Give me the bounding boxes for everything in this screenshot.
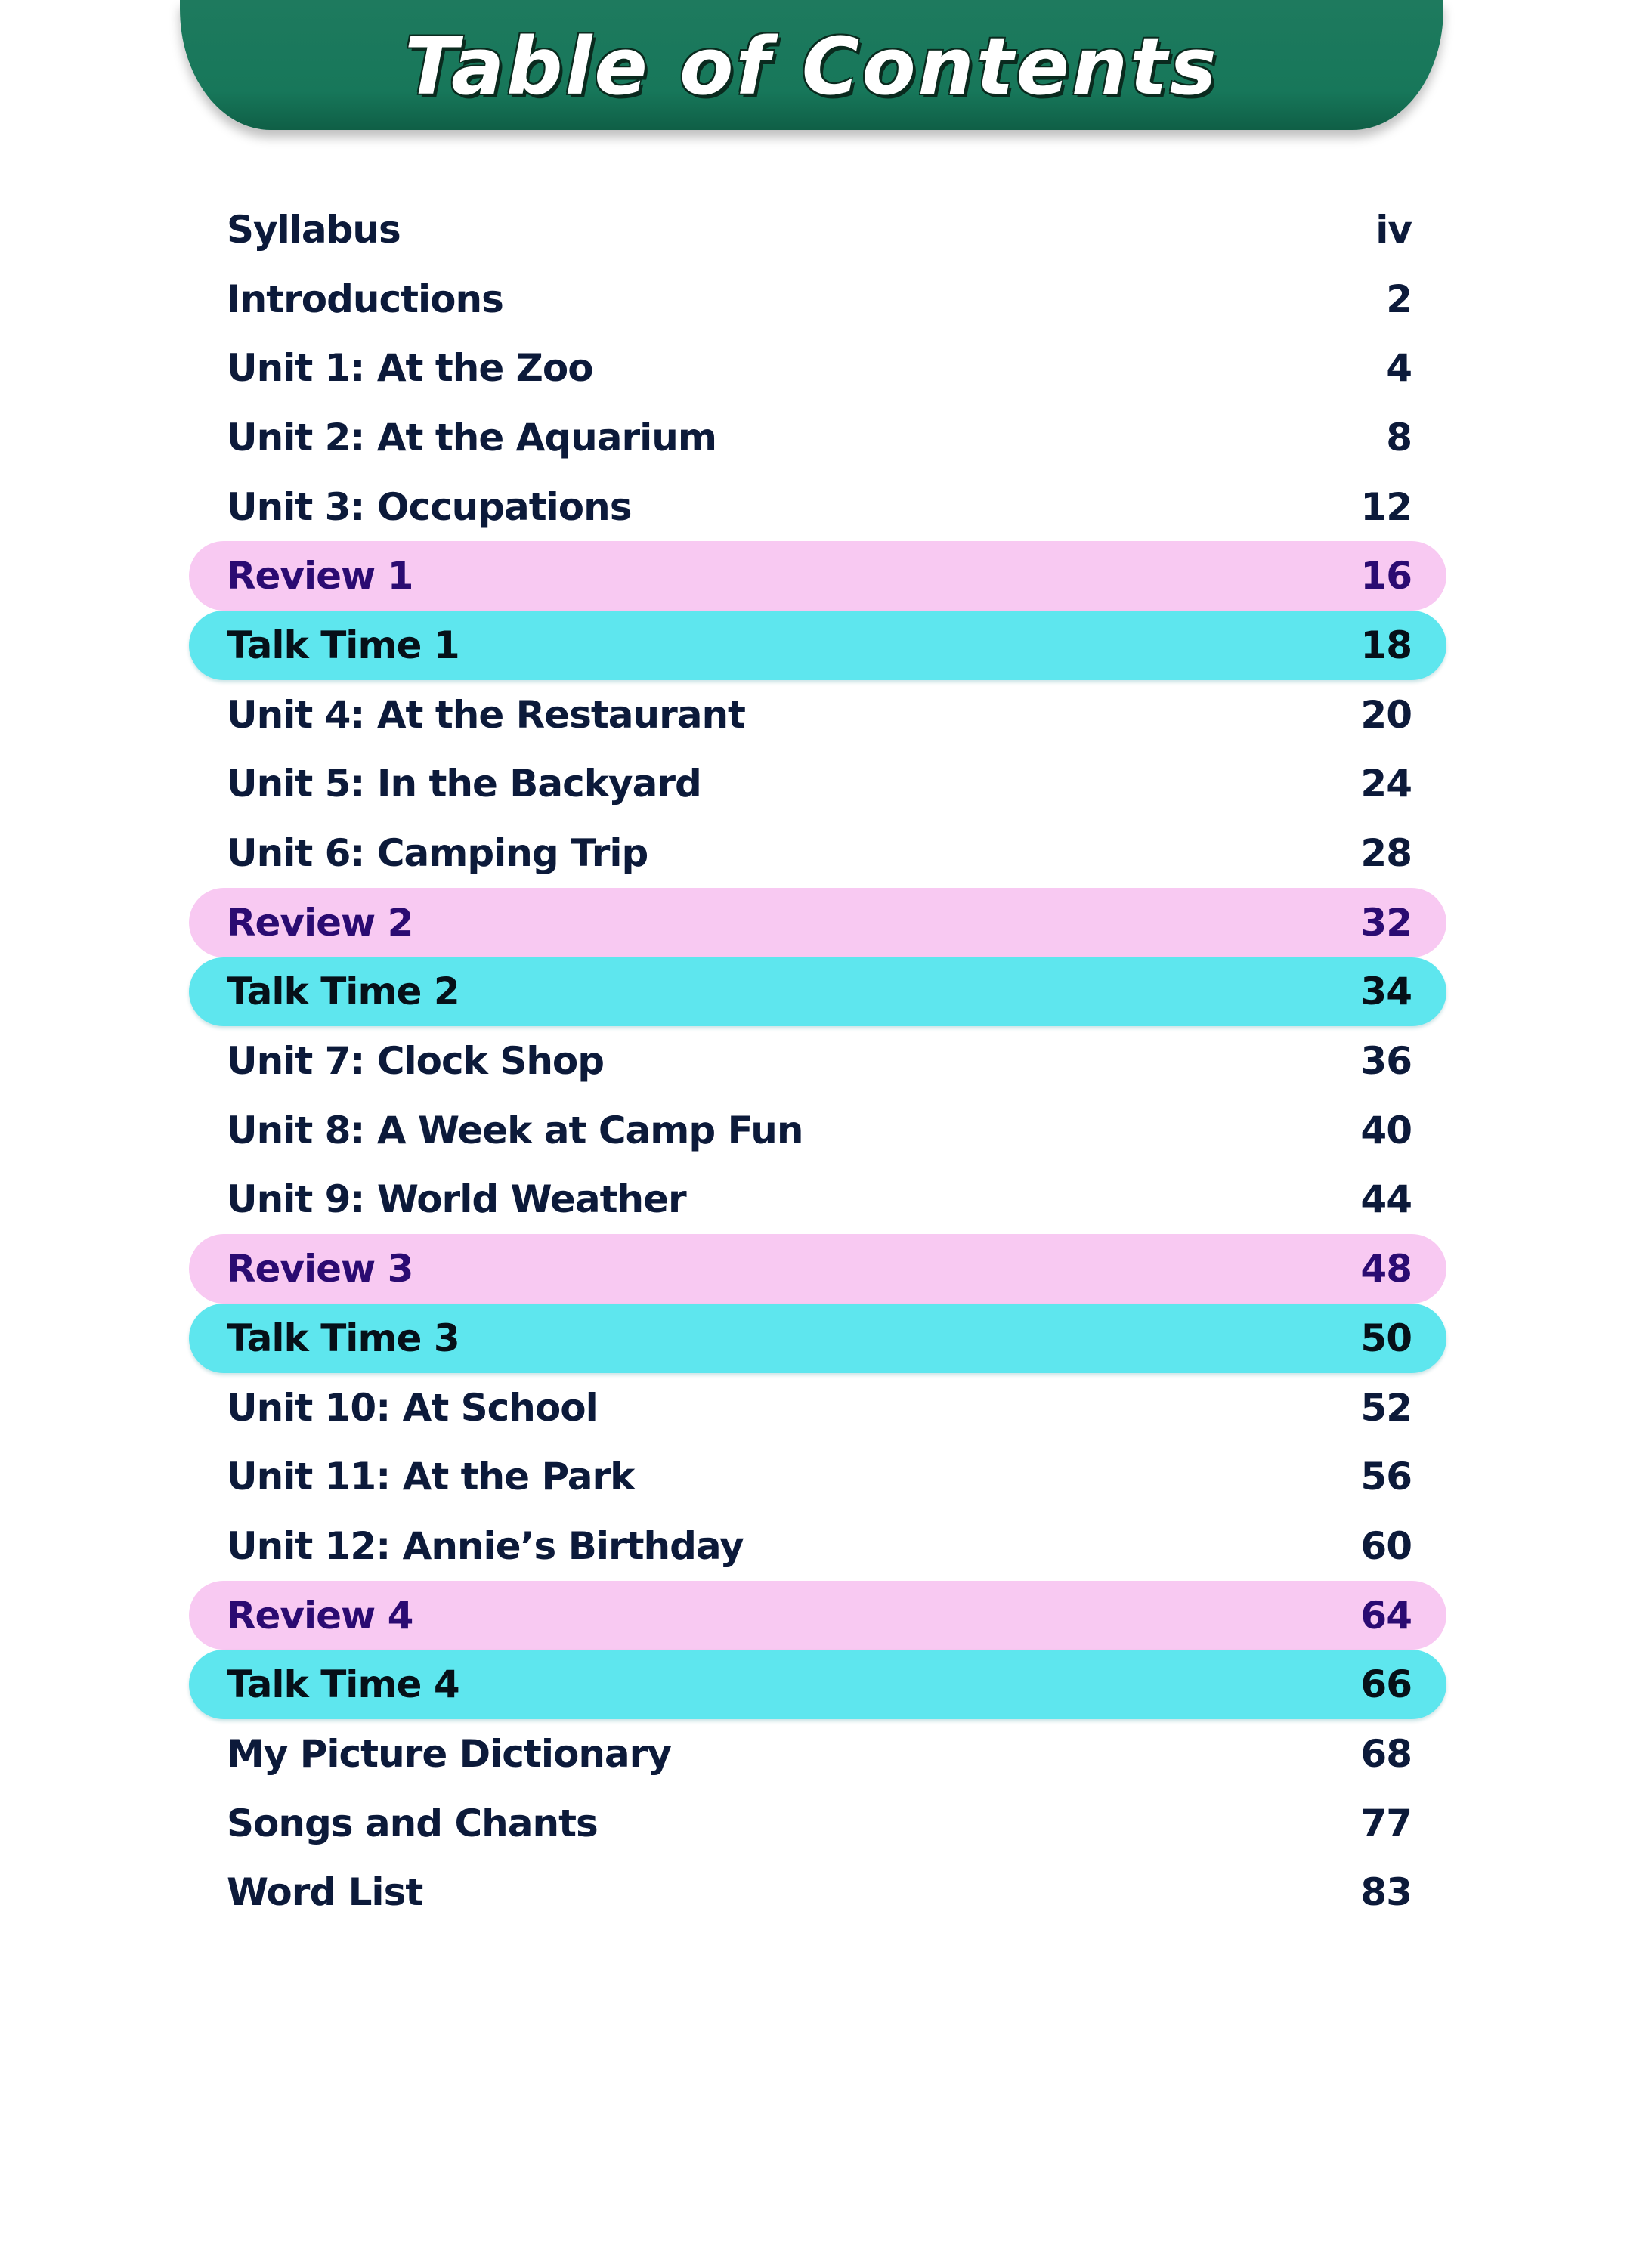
toc-entry-page: 83: [1360, 1870, 1412, 1915]
toc-entry[interactable]: [189, 1581, 1446, 1650]
toc-entry[interactable]: [189, 1442, 1446, 1511]
toc-entry-label: Unit 9: World Weather: [227, 1177, 686, 1222]
toc-entry-page: 44: [1360, 1177, 1412, 1222]
toc-entry-label: Syllabus: [227, 207, 401, 252]
toc-entry[interactable]: [189, 1511, 1446, 1581]
toc-entry-label: Talk Time 1: [227, 623, 459, 667]
toc-entry-page: 64: [1360, 1593, 1412, 1638]
toc-entry[interactable]: [189, 611, 1446, 680]
toc-entry[interactable]: [189, 888, 1446, 957]
toc-entry-label: Review 1: [227, 554, 413, 598]
toc-entry[interactable]: [189, 1650, 1446, 1719]
toc-entry-label: Unit 7: Clock Shop: [227, 1039, 605, 1084]
toc-entry-page: 52: [1360, 1385, 1412, 1430]
toc-entry[interactable]: [189, 1026, 1446, 1096]
toc-entry[interactable]: [189, 1096, 1446, 1165]
toc-entry-page: 12: [1360, 484, 1412, 529]
toc-entry-page: 24: [1360, 762, 1412, 806]
toc-entry[interactable]: [189, 1719, 1446, 1789]
page-title: Table of Contents: [404, 20, 1219, 113]
toc-entry-page: 32: [1360, 900, 1412, 945]
toc-entry-label: Unit 11: At the Park: [227, 1455, 635, 1499]
toc-entry-page: 2: [1386, 277, 1412, 321]
toc-entry-label: Unit 4: At the Restaurant: [227, 692, 745, 737]
toc-entry-page: 50: [1360, 1316, 1412, 1360]
toc-entry-page: 34: [1360, 970, 1412, 1014]
toc-entry[interactable]: [189, 541, 1446, 611]
toc-entry-label: Unit 8: A Week at Camp Fun: [227, 1108, 803, 1152]
toc-entry-page: 56: [1360, 1455, 1412, 1499]
toc-entry-label: Songs and Chants: [227, 1801, 598, 1845]
toc-entry-label: Word List: [227, 1870, 423, 1915]
toc-entry-label: Talk Time 4: [227, 1662, 459, 1707]
toc-entry-label: Unit 2: At the Aquarium: [227, 415, 716, 459]
toc-entry-label: Review 4: [227, 1593, 413, 1638]
toc-entry-label: Unit 5: In the Backyard: [227, 762, 701, 806]
toc-entry[interactable]: [189, 957, 1446, 1027]
toc-entry-label: Unit 10: At School: [227, 1385, 598, 1430]
toc-entry[interactable]: [189, 1234, 1446, 1304]
toc-entry[interactable]: [189, 1858, 1446, 1928]
toc-entry-page: 40: [1360, 1108, 1412, 1152]
toc-entry-page: 20: [1360, 692, 1412, 737]
toc-entry-label: Unit 1: At the Zoo: [227, 346, 593, 391]
toc-entry-label: Talk Time 3: [227, 1316, 459, 1360]
toc-entry[interactable]: [189, 680, 1446, 750]
toc-entry[interactable]: [189, 1789, 1446, 1858]
toc-entry-page: 28: [1360, 831, 1412, 876]
toc-entry[interactable]: [189, 1165, 1446, 1235]
toc-entry-label: Unit 3: Occupations: [227, 484, 632, 529]
toc-entry[interactable]: [189, 195, 1446, 264]
toc-entry[interactable]: [189, 750, 1446, 819]
toc-entry[interactable]: [189, 264, 1446, 334]
toc-entry[interactable]: [189, 403, 1446, 472]
toc-entry[interactable]: [189, 1304, 1446, 1373]
contents-list: [189, 195, 1446, 1927]
toc-entry-page: 48: [1360, 1247, 1412, 1291]
toc-entry-page: iv: [1375, 207, 1412, 252]
toc-entry-page: 60: [1360, 1523, 1412, 1568]
toc-entry-page: 77: [1360, 1801, 1412, 1845]
toc-entry-page: 68: [1360, 1731, 1412, 1776]
toc-entry[interactable]: [189, 818, 1446, 888]
toc-entry[interactable]: [189, 333, 1446, 403]
toc-entry-label: Unit 6: Camping Trip: [227, 831, 648, 876]
toc-entry[interactable]: [189, 472, 1446, 542]
title-banner: [180, 0, 1443, 130]
toc-entry-page: 36: [1360, 1039, 1412, 1084]
toc-entry-label: My Picture Dictionary: [227, 1731, 671, 1776]
toc-entry-label: Talk Time 2: [227, 970, 459, 1014]
toc-entry-label: Review 3: [227, 1247, 413, 1291]
toc-entry-label: Introductions: [227, 277, 503, 321]
toc-entry-label: Review 2: [227, 900, 413, 945]
toc-entry-page: 4: [1386, 346, 1412, 391]
toc-entry-page: 8: [1386, 415, 1412, 459]
toc-entry-page: 16: [1360, 554, 1412, 598]
toc-entry-page: 18: [1360, 623, 1412, 667]
toc-entry-label: Unit 12: Annie’s Birthday: [227, 1523, 744, 1568]
toc-entry-page: 66: [1360, 1662, 1412, 1707]
toc-entry[interactable]: [189, 1373, 1446, 1443]
